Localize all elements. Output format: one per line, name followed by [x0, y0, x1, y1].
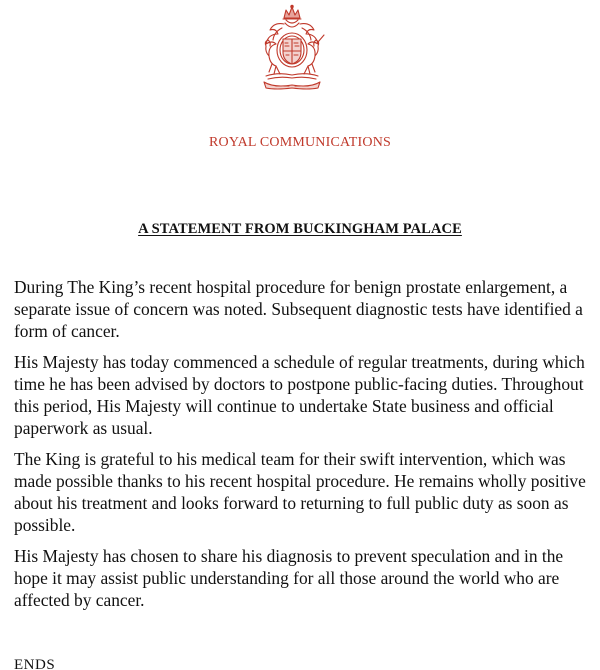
organization-name: ROYAL COMMUNICATIONS — [209, 135, 391, 150]
statement-paragraph: His Majesty has chosen to share his diagnosis to prevent speculation and in the hope it may assist public understanding for all those around the world who are affected by cancer. — [14, 546, 564, 610]
statement-paragraph: His Majesty has today commenced a schedule of regular treatments, during which time he has been advised by doctors to postpone public-facing duties. Throughout this period, His Majesty will continue to undertake State business and official paperwork as usual. — [14, 352, 585, 438]
closing-ends: ENDS — [14, 657, 56, 670]
statement-body — [14, 276, 588, 620]
royal-coat-of-arms-icon — [254, 4, 330, 90]
statement-paragraph: During The King’s recent hospital procedure for benign prostate enlargement, a separate issue of concern was noted. Subsequent diagnostic tests have identified a form of cancer. — [14, 277, 583, 341]
statement-title: A STATEMENT FROM BUCKINGHAM PALACE — [138, 221, 462, 237]
statement-paragraph: The King is grateful to his medical team for their swift intervention, which was made possible thanks to his recent hospital procedure. He remains wholly positive about his treatment and looks forward to returning to full public duty as soon as possible. — [14, 449, 586, 535]
